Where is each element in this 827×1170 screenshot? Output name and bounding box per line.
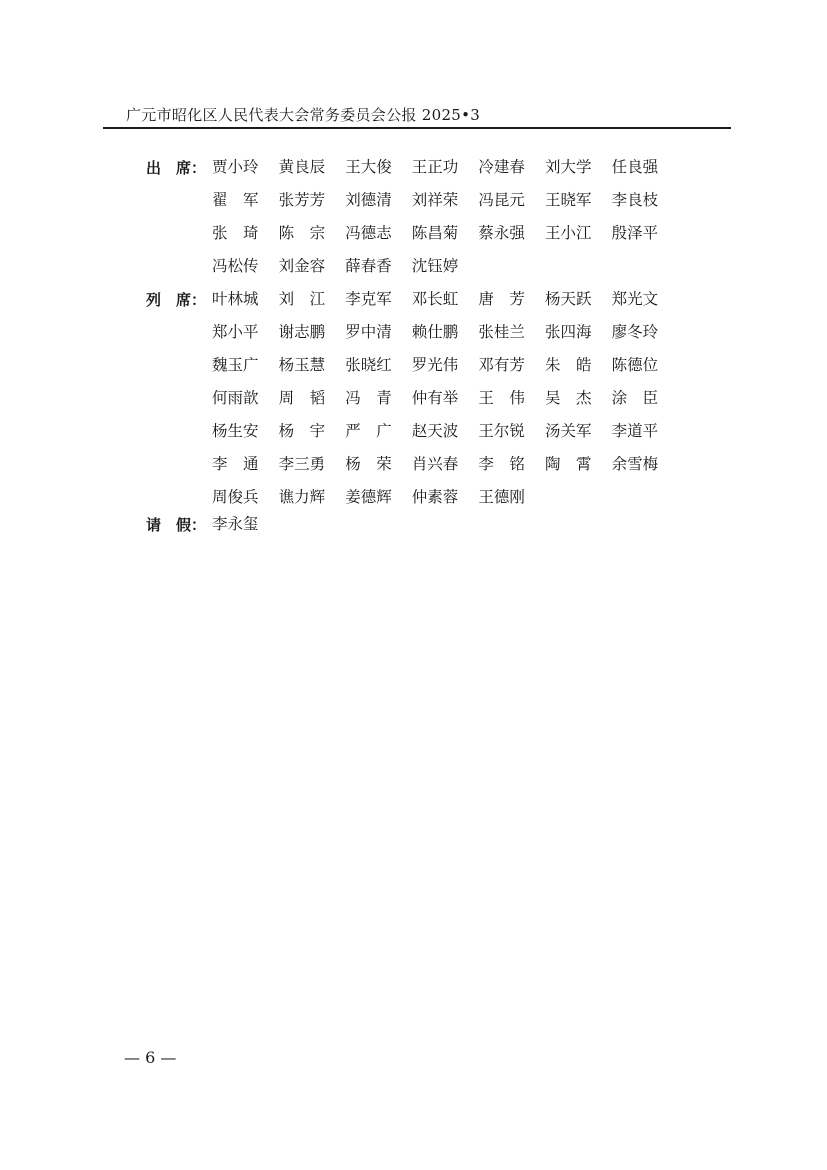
person-name: 刘大学 (544, 158, 592, 176)
person-name: 魏玉广 (212, 356, 259, 374)
person-name: 张四海 (544, 323, 592, 341)
person-name: 刘 江 (278, 290, 326, 308)
section-label-attend: 出 席： (146, 159, 207, 177)
person-name: 涂 臣 (611, 389, 659, 407)
person-name: 刘德清 (345, 191, 392, 209)
person-name: 陈德位 (611, 356, 659, 374)
person-name: 王尔锐 (478, 422, 525, 440)
person-name: 沈钰婷 (411, 257, 459, 275)
person-name: 谯力辉 (278, 488, 326, 506)
person-name: 仲素蓉 (411, 488, 459, 506)
person-name: 陈昌菊 (411, 224, 459, 242)
person-name: 贾小玲 (212, 158, 259, 176)
attendee-list (212, 157, 682, 289)
person-name: 冯德志 (345, 224, 392, 242)
person-name: 殷泽平 (611, 224, 659, 242)
person-name: 杨 荣 (345, 455, 392, 473)
person-name: 邓有芳 (478, 356, 525, 374)
person-name: 杨 宇 (278, 422, 326, 440)
person-name: 陈 宗 (278, 224, 326, 242)
header-rule (103, 127, 731, 129)
person-name: 余雪梅 (611, 455, 659, 473)
person-name: 李三勇 (278, 455, 326, 473)
page-number: — 6 — (124, 1048, 177, 1067)
person-name: 赵天波 (411, 422, 459, 440)
observer-list (212, 289, 682, 520)
person-name: 郑光文 (611, 290, 659, 308)
person-name: 周 韬 (278, 389, 326, 407)
person-name: 罗中清 (345, 323, 392, 341)
person-name: 张晓红 (345, 356, 392, 374)
person-name: 王 伟 (478, 389, 525, 407)
person-name: 赖仕鹏 (411, 323, 459, 341)
person-name: 廖冬玲 (611, 323, 659, 341)
person-name: 朱 皓 (544, 356, 592, 374)
person-name: 邓长虹 (411, 290, 459, 308)
person-name: 张芳芳 (278, 191, 326, 209)
person-name: 何雨歆 (212, 389, 259, 407)
person-name: 王德刚 (478, 488, 525, 506)
person-name: 罗光伟 (411, 356, 459, 374)
person-name: 汤关军 (544, 422, 592, 440)
person-name: 刘金容 (278, 257, 326, 275)
person-name: 冷建春 (478, 158, 525, 176)
person-name: 姜德辉 (345, 488, 392, 506)
person-name: 张桂兰 (478, 323, 525, 341)
person-name: 李道平 (611, 422, 659, 440)
person-name: 吴 杰 (544, 389, 592, 407)
person-name: 李 通 (212, 455, 259, 473)
person-name: 李 铭 (478, 455, 525, 473)
leave-list (212, 514, 682, 547)
person-name: 谢志鹏 (278, 323, 326, 341)
person-name: 王正功 (411, 158, 459, 176)
person-name: 仲有举 (411, 389, 459, 407)
person-name: 李良枝 (611, 191, 659, 209)
person-name: 杨玉慧 (278, 356, 326, 374)
person-name: 唐 芳 (478, 290, 525, 308)
person-name: 郑小平 (212, 323, 259, 341)
person-name: 王晓军 (544, 191, 592, 209)
person-name: 黄良辰 (278, 158, 326, 176)
person-name: 任良强 (611, 158, 659, 176)
person-name: 冯松传 (212, 257, 259, 275)
person-name: 陶 霄 (544, 455, 592, 473)
person-name: 周俊兵 (212, 488, 259, 506)
person-name: 翟 军 (212, 191, 259, 209)
person-name: 李永玺 (212, 515, 259, 533)
person-name: 叶林城 (212, 290, 259, 308)
bulletin-header-title: 广元市昭化区人民代表大会常务委员会公报 2025•3 (126, 106, 481, 124)
person-name: 冯昆元 (478, 191, 525, 209)
person-name: 李克军 (345, 290, 392, 308)
person-name: 张 琦 (212, 224, 259, 242)
person-name: 王小江 (544, 224, 592, 242)
person-name: 肖兴春 (411, 455, 459, 473)
person-name: 杨生安 (212, 422, 259, 440)
person-name: 杨天跃 (544, 290, 592, 308)
person-name: 蔡永强 (478, 224, 525, 242)
person-name: 刘祥荣 (411, 191, 459, 209)
person-name: 王大俊 (345, 158, 392, 176)
section-label-leave: 请 假： (146, 516, 207, 534)
person-name: 严 广 (345, 422, 392, 440)
section-label-observe: 列 席： (146, 291, 207, 309)
person-name: 薛春香 (345, 257, 392, 275)
person-name: 冯 青 (345, 389, 392, 407)
